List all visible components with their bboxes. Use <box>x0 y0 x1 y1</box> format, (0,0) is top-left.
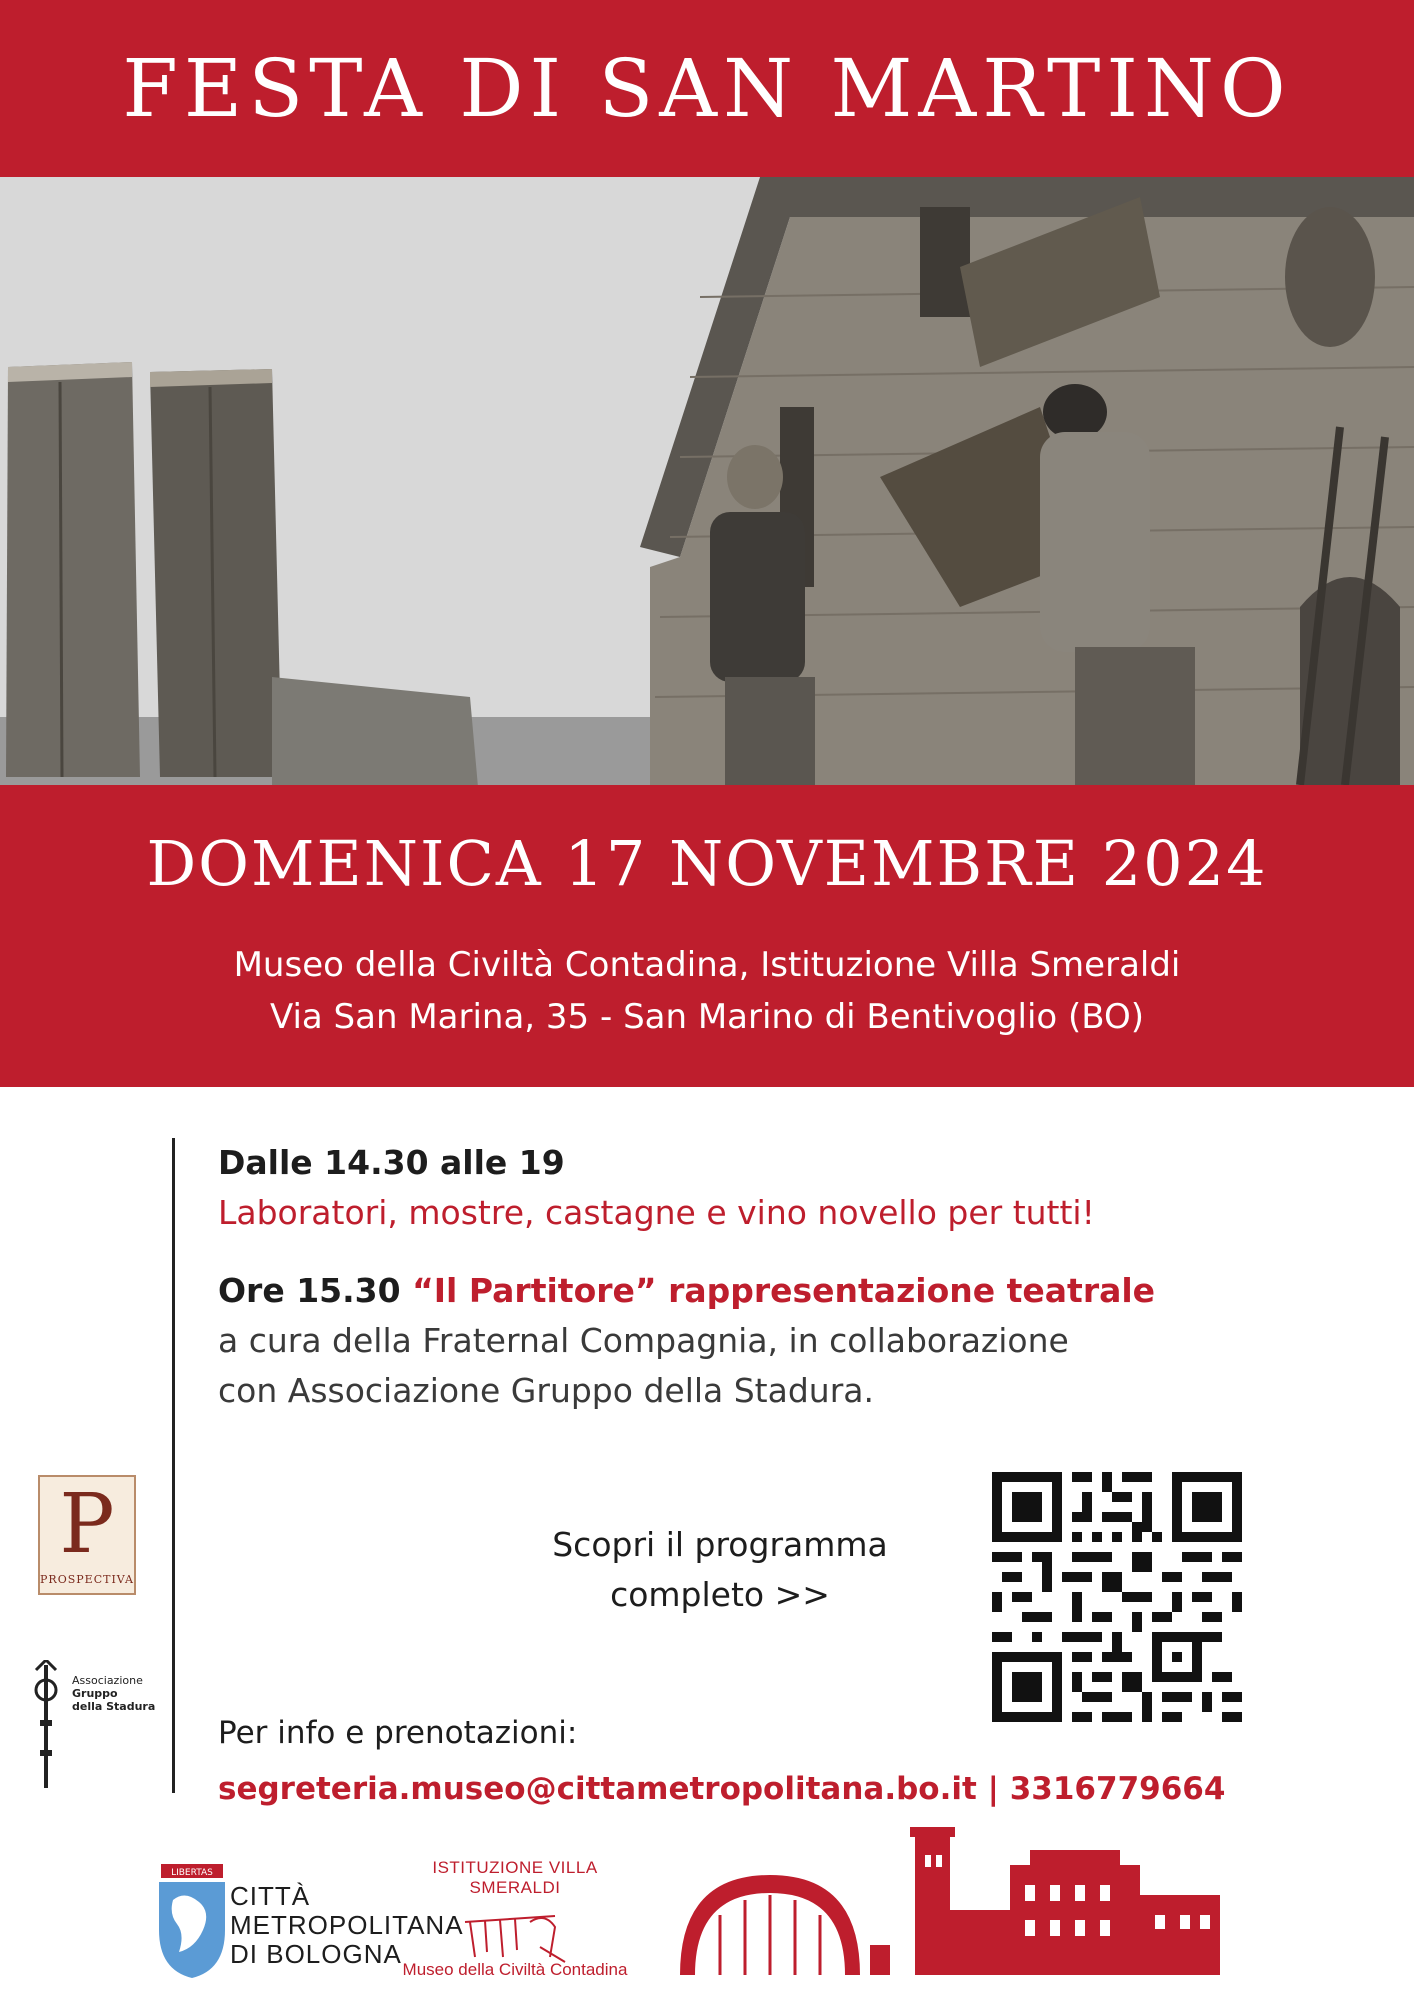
show-heading <box>218 1266 1358 1316</box>
credit-line-2: con Associazione Gruppo della Stadura. <box>218 1371 874 1410</box>
villa-title: ISTITUZIONE VILLA SMERALDI <box>432 1858 598 1897</box>
lion-crest-icon <box>155 1860 227 1980</box>
prospectiva-logo <box>38 1475 136 1595</box>
page-title: FESTA DI SAN MARTINO <box>122 42 1292 135</box>
contact-link[interactable]: segreteria.museo@cittametropolitana.bo.it | 3316779664 <box>218 1771 1226 1807</box>
program-cta[interactable] <box>500 1520 940 1620</box>
prospectiva-name: PROSPECTIVA <box>40 1573 134 1586</box>
show-title: “Il Partitore” rappresentazione teatrale <box>412 1271 1156 1310</box>
title-banner <box>0 0 1414 177</box>
venue-name: Museo della Civiltà Contadina, Istituzione Villa Smeraldi <box>233 945 1181 985</box>
event-date: DOMENICA 17 NOVEMBRE 2024 <box>146 827 1268 900</box>
activities-text: Laboratori, mostre, castagne e vino novello per tutti! <box>218 1193 1095 1232</box>
villa-smeraldi-logo <box>395 1858 635 1988</box>
villa-subtitle: Museo della Civiltà Contadina <box>402 1960 628 1979</box>
event-venue <box>0 939 1414 1043</box>
citta-metropolitana-logo <box>155 1860 464 1980</box>
prospectiva-letter: P <box>59 1477 115 1572</box>
vertical-divider <box>172 1138 175 1793</box>
photo-illustration <box>0 177 1414 785</box>
cta-line-2: completo >> <box>610 1575 830 1614</box>
city-line-1: CITTÀ <box>230 1881 311 1911</box>
historic-photo <box>0 177 1414 785</box>
stadura-name <box>72 1674 155 1713</box>
event-info-banner <box>0 785 1414 1087</box>
stadura-scale-icon <box>28 1660 68 1790</box>
stadura-line-2: Gruppo <box>72 1687 118 1700</box>
credit-line-1: a cura della Fraternal Compagnia, in collaborazione <box>218 1321 1069 1360</box>
venue-address: Via San Marina, 35 - San Marino di Bentivoglio (BO) <box>269 997 1145 1037</box>
stadura-line-3: della Stadura <box>72 1700 156 1713</box>
contact-label: Per info e prenotazioni: <box>218 1715 578 1751</box>
skyline-illustration <box>680 1815 1220 1975</box>
crest-banner-text: LIBERTAS <box>171 1868 213 1878</box>
cta-line-1: Scopri il programma <box>552 1525 888 1564</box>
city-line-3: DI BOLOGNA <box>230 1939 402 1969</box>
city-line-2: METROPOLITANA <box>230 1910 464 1940</box>
program-details <box>218 1138 1358 1416</box>
time-range: Dalle 14.30 alle 19 <box>218 1143 565 1182</box>
qr-code[interactable] <box>992 1472 1242 1722</box>
show-time: Ore 15.30 <box>218 1271 401 1310</box>
stadura-line-1: Associazione <box>72 1674 143 1687</box>
stadura-logo <box>28 1660 158 1790</box>
contact-section <box>218 1705 1225 1817</box>
